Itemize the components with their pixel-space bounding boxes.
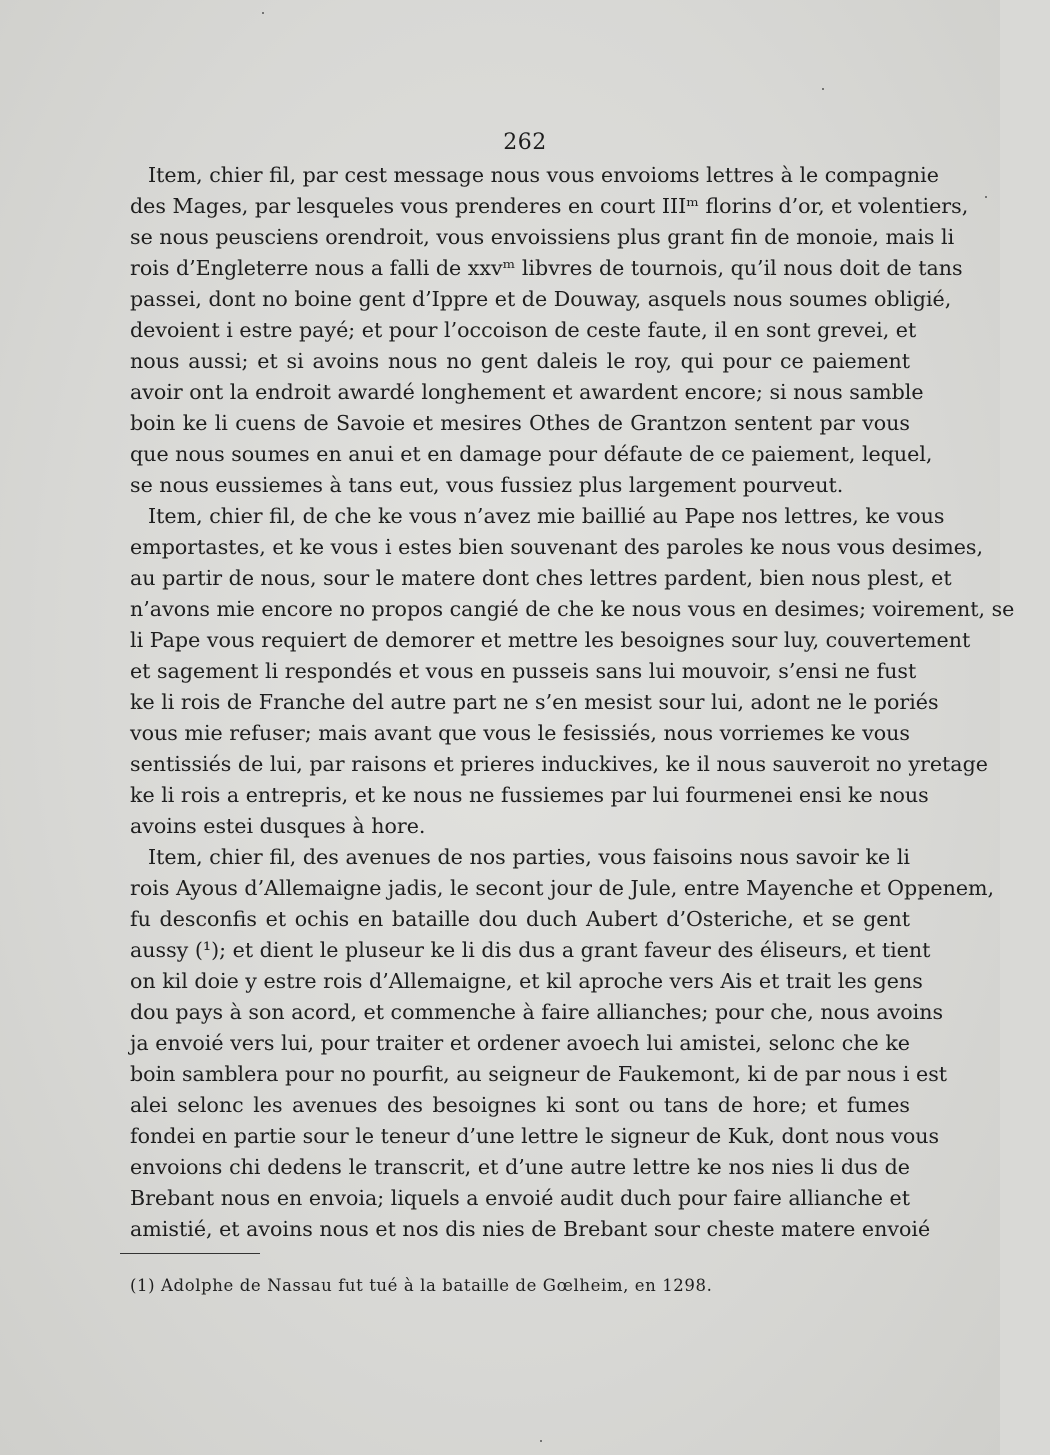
text-line: aussy (¹); et dient le pluseur ke li dis dus a grant faveur des éliseurs, et tient [130, 938, 931, 962]
text-line: au partir de nous, sour le matere dont ches lettres pardent, bien nous plest, et [130, 566, 952, 590]
text-line: Brebant nous en envoia; liquels a envoié audit duch pour faire allianche et [130, 1186, 910, 1210]
body-text [130, 160, 1015, 1245]
text-line: fondei en partie sour le teneur d’une lettre le signeur de Kuk, dont nous vous [130, 1124, 940, 1148]
paper-speck [540, 1440, 542, 1442]
text-line: que nous soumes en anui et en damage pour défaute de ce paiement, lequel, [130, 442, 933, 466]
text-line: passei, dont no boine gent d’Ippre et de Douway, asquels nous soumes obligié, [130, 287, 952, 311]
paper-speck [822, 88, 824, 90]
paragraph [130, 842, 995, 1245]
text-line: devoient i estre payé; et pour l’occoison de ceste faute, il en sont grevei, et [130, 318, 917, 342]
text-line: sentissiés de lui, par raisons et prieres induckives, ke il nous sauveroit no yretage [130, 752, 988, 776]
paragraph [130, 501, 1015, 842]
footnote: (1) Adolphe de Nassau fut tué à la bataille de Gœlheim, en 1298. [130, 1276, 713, 1295]
text-line: ke li rois de Franche del autre part ne s’en mesist sour lui, adont ne le poriés [130, 690, 939, 714]
text-line: n’avons mie encore no propos cangié de che ke nous vous en desimes; voirement, se [130, 597, 1015, 621]
text-line: dou pays à son acord, et commenche à faire allianches; pour che, nous avoins [130, 1000, 944, 1024]
text-line: rois d’Engleterre nous a falli de xxvᵐ libvres de tournois, qu’il nous doit de tans [130, 256, 963, 280]
text-line: fu desconfis et ochis en bataille dou duch Aubert d’Osteriche, et se gent [130, 907, 910, 931]
text-line: Item, chier fil, des avenues de nos parties, vous faisoins nous savoir ke li [148, 845, 910, 869]
text-line: emportastes, et ke vous i estes bien souvenant des paroles ke nous vous desimes, [130, 535, 984, 559]
text-line: nous aussi; et si avoins nous no gent daleis le roy, qui pour ce paiement [130, 349, 910, 373]
text-line: Item, chier fil, de che ke vous n’avez mie baillié au Pape nos lettres, ke vous [148, 504, 945, 528]
text-line: Item, chier fil, par cest message nous vous envoioms lettres à le compagnie [148, 163, 939, 187]
text-line: des Mages, par lesqueles vous prenderes en court IIIᵐ florins d’or, et volentiers, [130, 194, 969, 218]
text-line: boin samblera pour no pourfit, au seigneur de Faukemont, ki de par nous i est [130, 1062, 948, 1086]
page-number: 262 [503, 130, 547, 155]
text-line: se nous eussiemes à tans eut, vous fussiez plus largement pourveut. [130, 473, 844, 497]
footnote-divider [120, 1253, 260, 1254]
text-line: avoir ont la endroit awardé longhement et awardent encore; si nous samble [130, 380, 924, 404]
text-line: rois Ayous d’Allemaigne jadis, le secont jour de Jule, entre Mayenche et Oppenem, [130, 876, 995, 900]
text-line: ke li rois a entrepris, et ke nous ne fussiemes par lui fourmenei ensi ke nous [130, 783, 929, 807]
paper-speck [985, 196, 987, 198]
paragraph [130, 160, 969, 501]
text-line: amistié, et avoins nous et nos dis nies de Brebant sour cheste matere envoié [130, 1217, 931, 1241]
text-line: et sagement li respondés et vous en pusseis sans lui mouvoir, s’ensi ne fust [130, 659, 917, 683]
paper-speck [262, 12, 264, 14]
text-line: vous mie refuser; mais avant que vous le fesissiés, nous vorriemes ke vous [130, 721, 910, 745]
text-line: ja envoié vers lui, pour traiter et ordener avoech lui amistei, selonc che ke [130, 1031, 910, 1055]
text-line: avoins estei dusques à hore. [130, 814, 426, 838]
text-line: se nous peusciens orendroit, vous envoissiens plus grant fin de monoie, mais li [130, 225, 955, 249]
text-line: alei selonc les avenues des besoignes ki sont ou tans de hore; et fumes [130, 1093, 910, 1117]
text-line: envoions chi dedens le transcrit, et d’une autre lettre ke nos nies li dus de [130, 1155, 910, 1179]
text-line: li Pape vous requiert de demorer et mettre les besoignes sour luy, couvertement [130, 628, 971, 652]
text-line: on kil doie y estre rois d’Allemaigne, et kil aproche vers Ais et trait les gens [130, 969, 923, 993]
text-line: boin ke li cuens de Savoie et mesires Othes de Grantzon sentent par vous [130, 411, 910, 435]
